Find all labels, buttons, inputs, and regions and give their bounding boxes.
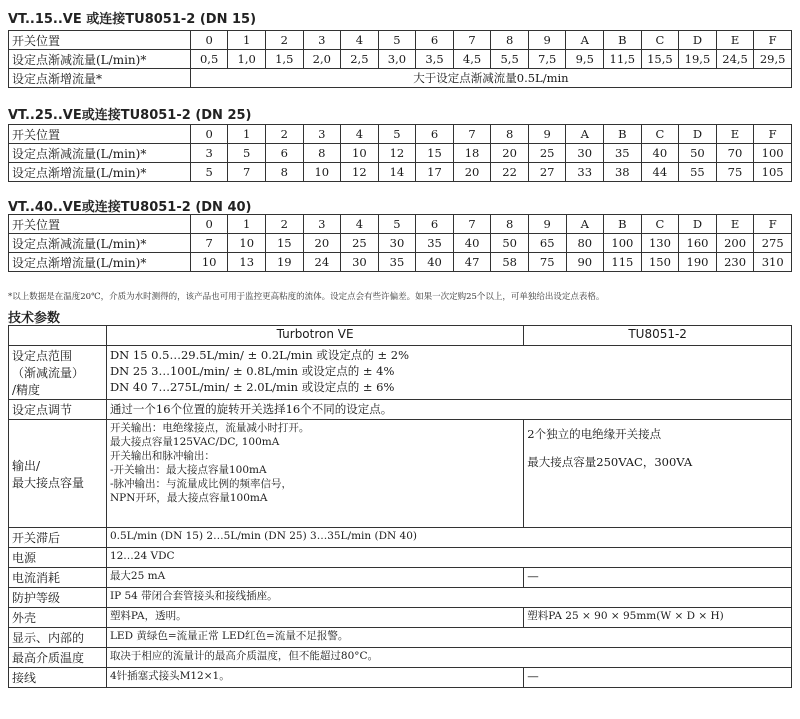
table40-inc-values-cell: 24 [303,253,341,272]
table15-dec-label: 设定点渐减流量(L/min)* [9,50,191,69]
table40-positions-cell: E [716,215,754,234]
table15-dec-values-cell: 9,5 [566,50,604,69]
table15-positions-cell: 2 [265,31,303,50]
table15-dec-values-cell: 3,0 [378,50,416,69]
spec-output-label: 输出/ 最大接点容量 [9,420,107,528]
table25-dec-values-cell: 8 [303,144,341,163]
table25-positions-cell: 1 [228,125,266,144]
spec-power-row [9,548,792,568]
table25-positions-cell: 7 [453,125,491,144]
table15-dec-values-cell: 2,5 [341,50,379,69]
spec-range-label: 设定点范围 （渐减流量） /精度 [9,346,107,400]
table40-inc-values-cell: 90 [566,253,604,272]
spec-power-label: 电源 [9,548,107,568]
spec-conn-value: 4针插塞式接头M12×1。 [106,668,523,688]
table15-dec-values-cell: 2,0 [303,50,341,69]
spec-current-value: 最大25 mA [106,568,523,588]
table25-positions-cell: 4 [341,125,379,144]
table15-dec-values-cell: 7,5 [528,50,566,69]
table25-dec-values-cell: 100 [754,144,792,163]
table25-positions-cell: E [716,125,754,144]
spec-temp-label: 最高介质温度 [9,648,107,668]
table40-dec-values-cell: 275 [754,234,792,253]
table40-dec-values-cell: 35 [416,234,454,253]
table40-positions-cell: 3 [303,215,341,234]
col-tu8051: TU8051-2 [524,326,792,346]
specs-header-row [9,326,792,346]
table25-inc-values-cell: 55 [679,163,717,182]
spec-display-label: 显示、内部的 [9,628,107,648]
spec-protection-value: IP 54 带闭合套管接头和接线插座。 [106,588,791,608]
table40-inc-label: 设定点渐增流量(L/min)* [9,253,191,272]
table25-inc-values-cell: 5 [190,163,228,182]
table25-inc-values-cell: 17 [416,163,454,182]
table25-positions-cell: A [566,125,604,144]
table40-dec-values-cell: 130 [641,234,679,253]
table40 [8,214,792,272]
table15-dec-values-cell: 19,5 [679,50,717,69]
spec-hyst-label: 开关滞后 [9,528,107,548]
table15-title: VT..15..VE 或连接TU8051-2 (DN 15) [8,12,257,27]
footnote: *以上数据是在温度20℃，介质为水时测得的，该产品也可用于监控更高粘度的流体。设定点会有些许偏差。如果一次定购25个以上，可单独给出设定点表格。 [8,292,605,302]
spec-adjust-label: 设定点调节 [9,400,107,420]
spec-conn-row [9,668,792,688]
table40-dec-values-cell: 15 [266,234,304,253]
table15-dec-values-cell: 11,5 [604,50,642,69]
table15-positions-cell: 9 [528,31,566,50]
spec-range-value: DN 15 0.5…29.5L/min/ ± 0.2L/min 或设定点的 ± 2% DN 25 3…100L/min/ ± 0.8L/min 或设定点的 ± 4% DN 40 7…275L/min/ ± 2.0L/min 或设定点的 ± 6% [106,346,791,400]
spec-adjust-value: 通过一个16个位置的旋转开关选择16个不同的设定点。 [106,400,791,420]
table25-positions-cell: 6 [416,125,454,144]
table25-inc-values-cell: 44 [641,163,679,182]
spec-output-tu: 2个独立的电绝缘开关接点 最大接点容量250VAC，300VA [524,420,792,528]
table15-positions-cell: B [604,31,642,50]
spec-display-row [9,628,792,648]
table40-dec-values-cell: 25 [341,234,379,253]
table40-inc-values-cell: 230 [716,253,754,272]
spec-housing-value: 塑料PA，透明。 [106,608,523,628]
table40-positions-cell: C [641,215,679,234]
spec-temp-row [9,648,792,668]
table25-dec-values-cell: 20 [491,144,529,163]
table40-inc-values-cell: 19 [266,253,304,272]
spec-display-value: LED 黄绿色=流量正常 LED红色=流量不足报警。 [106,628,791,648]
table40-dec-values-cell: 50 [491,234,529,253]
table40-inc-values-cell: 47 [453,253,491,272]
table25-dec-values-cell: 25 [528,144,566,163]
table15-inc-label: 设定点渐增流量* [9,69,191,88]
table15-dec-row [9,50,792,69]
spec-protection-label: 防护等级 [9,588,107,608]
table25-inc-values-cell: 7 [228,163,266,182]
spec-conn-tu: — [524,668,792,688]
spec-current-tu: — [524,568,792,588]
table40-positions-cell: 5 [378,215,416,234]
table40-dec-values-cell: 30 [378,234,416,253]
table15-dec-values-cell: 1,0 [228,50,266,69]
table25-positions-cell: 2 [265,125,303,144]
table25-inc-label: 设定点渐增流量(L/min)* [9,163,191,182]
table25-header-label: 开关位置 [9,125,191,144]
table25-inc-values-cell: 75 [716,163,754,182]
table25-positions-cell: C [641,125,679,144]
table40-inc-values-cell: 190 [679,253,717,272]
spec-protection-row [9,588,792,608]
table40-dec-values-cell: 10 [228,234,266,253]
table15-positions-cell: 3 [303,31,341,50]
table25-dec-row [9,144,792,163]
table25-inc-values-cell: 27 [528,163,566,182]
table15-positions-cell: A [566,31,604,50]
spec-hyst-value: 0.5L/min (DN 15) 2…5L/min (DN 25) 3…35L/min (DN 40) [106,528,791,548]
table40-positions-cell: A [566,215,604,234]
table40-positions-cell: D [679,215,717,234]
table25-inc-values-cell: 12 [341,163,379,182]
table15-dec-values-cell: 15,5 [641,50,679,69]
specs-title: 技术参数 [8,311,61,326]
spec-hyst-row [9,528,792,548]
table25-positions-cell: B [604,125,642,144]
table40-positions-cell: 6 [416,215,454,234]
table40-positions-cell: B [604,215,642,234]
table40-dec-values-cell: 160 [679,234,717,253]
table25-positions-row [9,125,792,144]
spec-housing-tu: 塑料PA 25 × 90 × 95mm(W × D × H) [524,608,792,628]
spec-housing-row [9,608,792,628]
table25-inc-values-cell: 14 [378,163,416,182]
table25-inc-values-cell: 105 [754,163,792,182]
table40-title: VT..40..VE或连接TU8051-2 (DN 40) [8,200,252,215]
table40-inc-values-cell: 35 [378,253,416,272]
table40-inc-values-cell: 10 [190,253,228,272]
table25-positions-cell: D [679,125,717,144]
table40-positions-cell: 2 [266,215,304,234]
table25-dec-values-cell: 12 [378,144,416,163]
table40-inc-values-cell: 115 [604,253,642,272]
table15-dec-values-cell: 5,5 [491,50,529,69]
table15-dec-values-cell: 24,5 [716,50,754,69]
table15-positions-cell: F [754,31,792,50]
table25-dec-label: 设定点渐减流量(L/min)* [9,144,191,163]
table25-dec-values-cell: 40 [641,144,679,163]
spec-power-value: 12…24 VDC [106,548,791,568]
table40-inc-values-cell: 58 [491,253,529,272]
table15-positions-cell: D [679,31,717,50]
table15-positions-cell: 4 [341,31,379,50]
spec-output-row [9,420,792,528]
table15-positions-row [9,31,792,50]
table15-positions-cell: 0 [190,31,228,50]
table25-title: VT..25..VE或连接TU8051-2 (DN 25) [8,108,252,123]
table15-inc-row [9,69,792,88]
table40-positions-cell: 1 [228,215,266,234]
table40-positions-cell: 9 [528,215,566,234]
table25-positions-cell: 0 [190,125,228,144]
spec-housing-label: 外壳 [9,608,107,628]
table15-positions-cell: C [641,31,679,50]
col-turbotron: Turbotron VE [106,326,523,346]
table15-positions-cell: 1 [228,31,266,50]
table40-positions-cell: 4 [341,215,379,234]
table40-dec-values-cell: 40 [453,234,491,253]
table40-inc-values-cell: 30 [341,253,379,272]
table40-dec-values-cell: 80 [566,234,604,253]
table40-positions-cell: 7 [453,215,491,234]
table15-dec-values-cell: 29,5 [754,50,792,69]
table15-positions-cell: 8 [491,31,529,50]
table25-dec-values-cell: 50 [679,144,717,163]
table15-dec-values-cell: 1,5 [265,50,303,69]
table40-inc-row [9,253,792,272]
table15-positions-cell: 5 [378,31,416,50]
table15-inc-note: 大于设定点渐减流量0.5L/min [190,69,791,88]
table25-inc-values-cell: 20 [453,163,491,182]
table40-positions-cell: 0 [190,215,228,234]
spec-output-value: 开关输出：电绝缘接点，流量减小时打开。 最大接点容量125VAC/DC, 100mA 开关输出和脉冲输出： -开关输出：最大接点容量100mA -脉冲输出：与流量成比例的频率信号， NPN开环，最大接点容量100mA [106,420,523,528]
spec-adjust-row [9,400,792,420]
specs-table [8,325,792,688]
table25-inc-row [9,163,792,182]
table25-inc-values-cell: 33 [566,163,604,182]
table15-header-label: 开关位置 [9,31,191,50]
table25-inc-values-cell: 8 [265,163,303,182]
table40-dec-values-cell: 20 [303,234,341,253]
table25-dec-values-cell: 5 [228,144,266,163]
table25-positions-cell: F [754,125,792,144]
table25-dec-values-cell: 6 [265,144,303,163]
table40-dec-values-cell: 65 [528,234,566,253]
table25-inc-values-cell: 38 [604,163,642,182]
table40-inc-values-cell: 75 [528,253,566,272]
table15 [8,30,792,88]
table40-positions-cell: F [754,215,792,234]
table25-positions-cell: 3 [303,125,341,144]
table25-dec-values-cell: 18 [453,144,491,163]
table40-dec-values-cell: 200 [716,234,754,253]
table25-inc-values-cell: 10 [303,163,341,182]
table15-positions-cell: 7 [453,31,491,50]
table40-dec-values-cell: 100 [604,234,642,253]
table40-dec-label: 设定点渐减流量(L/min)* [9,234,191,253]
spec-current-row [9,568,792,588]
table15-dec-values-cell: 0,5 [190,50,228,69]
table15-dec-values-cell: 3,5 [416,50,454,69]
table25-inc-values-cell: 22 [491,163,529,182]
table25-dec-values-cell: 70 [716,144,754,163]
table15-positions-cell: E [716,31,754,50]
table15-dec-values-cell: 4,5 [453,50,491,69]
spec-temp-value: 取决于相应的流量计的最高介质温度，但不能超过80°C。 [106,648,791,668]
table25-dec-values-cell: 35 [604,144,642,163]
table40-positions-row [9,215,792,234]
table40-header-label: 开关位置 [9,215,191,234]
table40-dec-row [9,234,792,253]
table40-positions-cell: 8 [491,215,529,234]
table25-dec-values-cell: 10 [341,144,379,163]
spec-current-label: 电流消耗 [9,568,107,588]
table15-positions-cell: 6 [416,31,454,50]
table25-positions-cell: 9 [528,125,566,144]
table25-dec-values-cell: 15 [416,144,454,163]
table40-inc-values-cell: 40 [416,253,454,272]
table25-dec-values-cell: 3 [190,144,228,163]
spec-range-row [9,346,792,400]
table25-dec-values-cell: 30 [566,144,604,163]
table40-dec-values-cell: 7 [190,234,228,253]
table25-positions-cell: 8 [491,125,529,144]
table40-inc-values-cell: 13 [228,253,266,272]
table25 [8,124,792,182]
spec-conn-label: 接线 [9,668,107,688]
table40-inc-values-cell: 150 [641,253,679,272]
table25-positions-cell: 5 [378,125,416,144]
table40-inc-values-cell: 310 [754,253,792,272]
